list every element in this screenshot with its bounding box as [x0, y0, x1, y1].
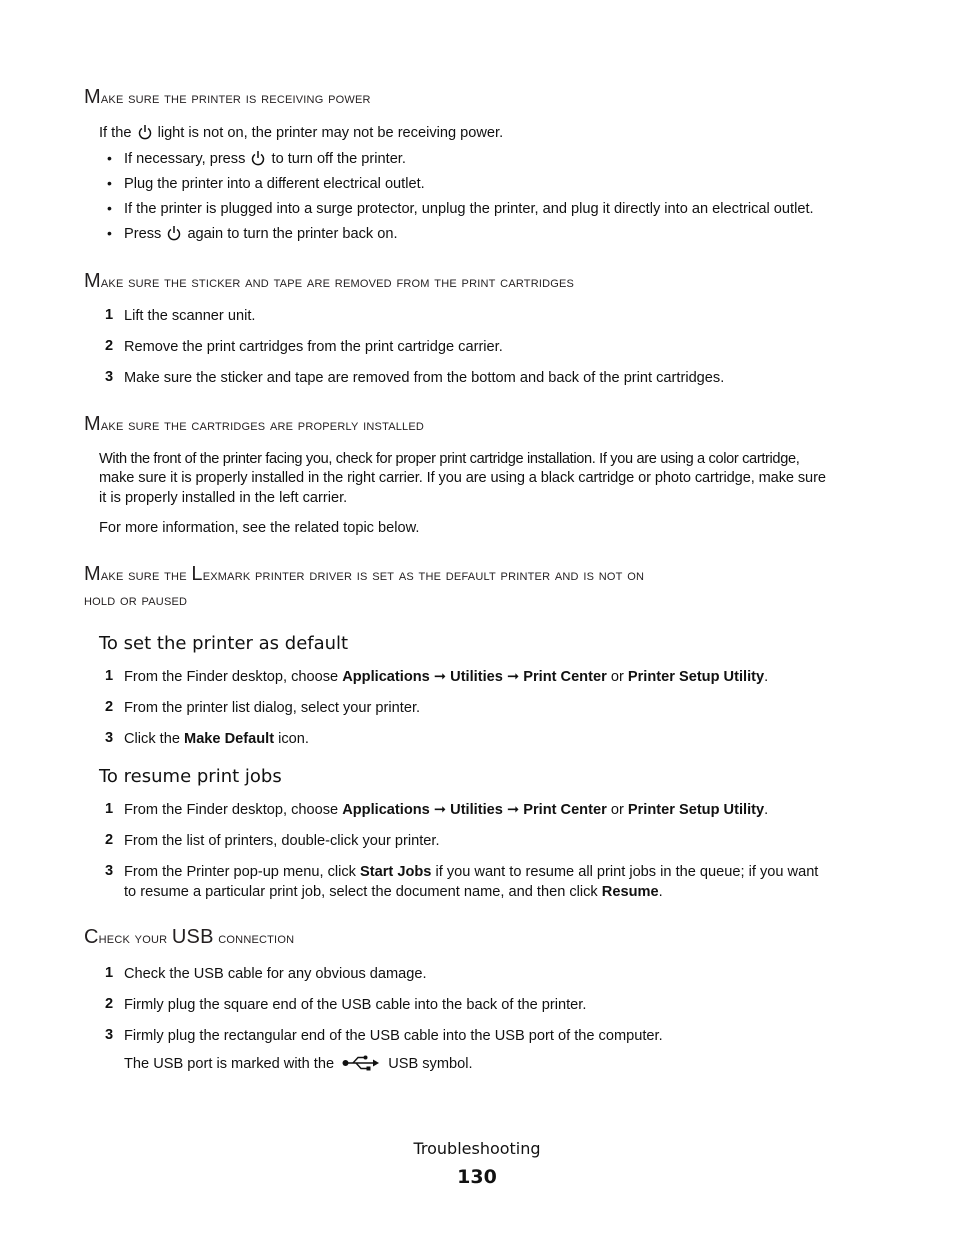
power-bullet-3: If the printer is plugged into a surge protector, unplug the printer, and plug it directly into an electrical outlet. — [124, 201, 814, 217]
bullet-icon: • — [107, 175, 112, 191]
step-number: 1 — [105, 668, 114, 684]
usb-icon — [342, 1055, 380, 1071]
arrow-icon: ➞ — [506, 802, 520, 818]
resume-step-2: From the list of printers, double-click your printer. — [124, 833, 440, 849]
power-bullet-2: Plug the printer into a different electrical outlet. — [124, 176, 425, 192]
bullet-icon: • — [107, 150, 112, 166]
resume-step-3-line-1: From the Printer pop-up menu, click Start Jobs if you want to resume all print jobs in the queue; if you want — [124, 864, 819, 880]
sticker-step-2: Remove the print cartridges from the print cartridge carrier. — [124, 339, 503, 355]
heading-default-line-2: hold or paused — [84, 592, 188, 609]
usb-step-2: Firmly plug the square end of the USB cable into the back of the printer. — [124, 997, 587, 1013]
arrow-icon: ➞ — [506, 669, 520, 685]
step-number: 2 — [105, 699, 114, 715]
step-number: 3 — [105, 369, 114, 385]
heading-sticker: Make sure the sticker and tape are removed from the print cartridges — [84, 270, 575, 292]
usb-step-1: Check the USB cable for any obvious damage. — [124, 966, 427, 982]
arrow-icon: ➞ — [433, 802, 447, 818]
resume-step-1: From the Finder desktop, choose Applications ➞ Utilities ➞ Print Center or Printer Setup Utility. — [124, 802, 769, 818]
resume-step-3-line-2: to resume a particular print job, select the document name, and then click Resume. — [124, 884, 663, 900]
step-number: 2 — [105, 996, 114, 1012]
usb-step-3: Firmly plug the rectangular end of the USB cable into the USB port of the computer. — [124, 1028, 663, 1044]
power-icon — [251, 150, 265, 166]
installed-para-line-3: it is properly installed in the left carrier. — [99, 490, 348, 506]
power-icon — [138, 124, 152, 140]
power-intro: If the light is not on, the printer may not be receiving power. — [99, 125, 504, 141]
bullet-icon: • — [107, 200, 112, 216]
step-number: 1 — [105, 801, 114, 817]
step-number: 3 — [105, 730, 114, 746]
heading-usb: Check your USB connection — [84, 926, 295, 948]
usb-note: The USB port is marked with the USB symbol. — [124, 1056, 473, 1072]
installed-para-line-2: make sure it is properly installed in the right carrier. If you are using a black cartridge or photo cartridge, make sure — [99, 470, 826, 486]
sticker-step-3: Make sure the sticker and tape are removed from the bottom and back of the print cartridges. — [124, 370, 725, 386]
heading-power: Make sure the printer is receiving power — [84, 86, 371, 108]
arrow-icon: ➞ — [433, 669, 447, 685]
step-number: 2 — [105, 338, 114, 354]
default-step-2: From the printer list dialog, select your printer. — [124, 700, 421, 716]
step-number: 2 — [105, 832, 114, 848]
sticker-step-1: Lift the scanner unit. — [124, 308, 256, 324]
subheading-set-default: To set the printer as default — [99, 633, 349, 654]
step-number: 3 — [105, 1027, 114, 1043]
power-icon — [167, 225, 181, 241]
power-bullet-4: Press again to turn the printer back on. — [124, 226, 398, 242]
page-number: 130 — [457, 1166, 497, 1188]
power-bullet-1: If necessary, press to turn off the printer. — [124, 151, 406, 167]
step-number: 1 — [105, 307, 114, 323]
installed-para-2: For more information, see the related topic below. — [99, 520, 420, 536]
subheading-resume: To resume print jobs — [99, 766, 282, 787]
heading-default-line-1: Make sure the Lexmark printer driver is set as the default printer and is not on — [84, 563, 645, 585]
footer-section-name: Troubleshooting — [413, 1139, 541, 1158]
step-number: 1 — [105, 965, 114, 981]
heading-installed: Make sure the cartridges are properly installed — [84, 413, 425, 435]
installed-para-line-1: With the front of the printer facing you, check for proper print cartridge installation. If you are using a color cartridge, — [99, 451, 800, 467]
default-step-1: From the Finder desktop, choose Applications ➞ Utilities ➞ Print Center or Printer Setup Utility. — [124, 669, 769, 685]
default-step-3: Click the Make Default icon. — [124, 731, 309, 747]
step-number: 3 — [105, 863, 114, 879]
bullet-icon: • — [107, 225, 112, 241]
